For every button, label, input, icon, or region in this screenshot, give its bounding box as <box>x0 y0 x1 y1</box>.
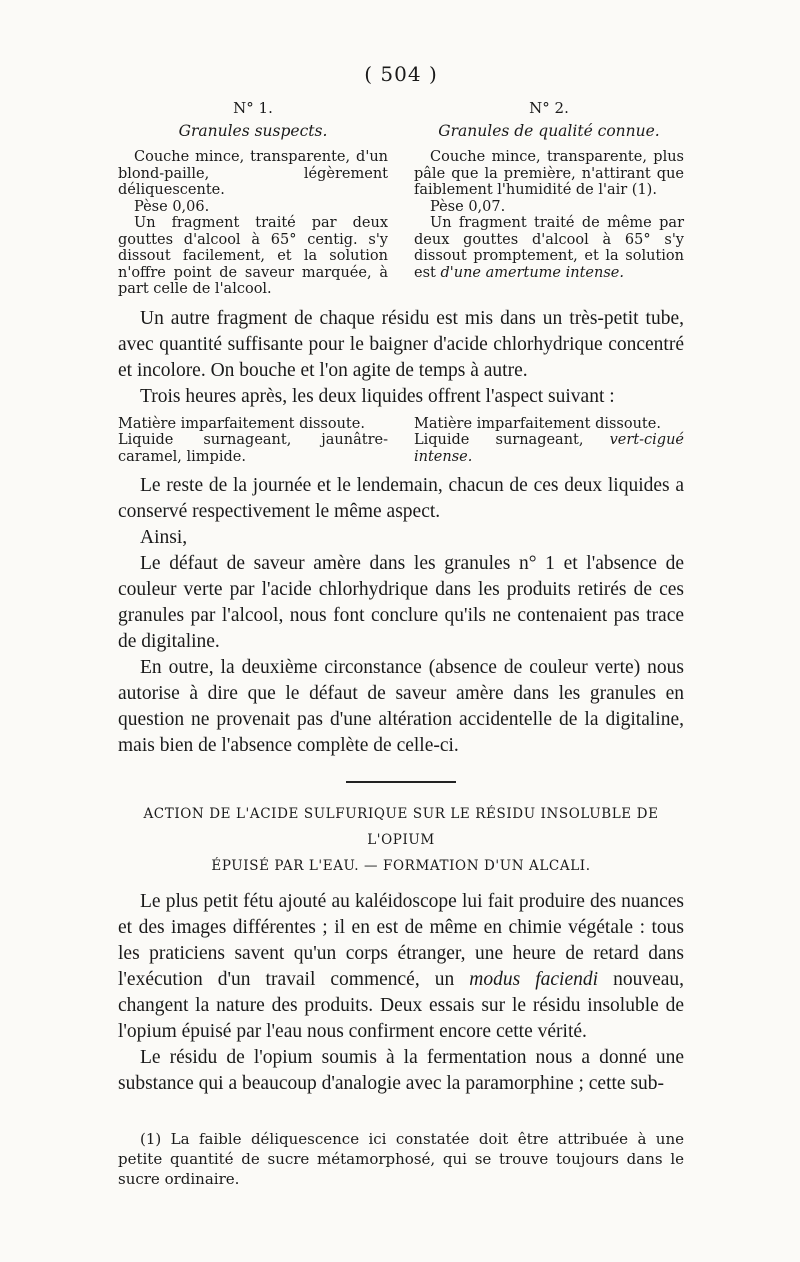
column-2-title: Granules de qualité connue. <box>438 121 660 140</box>
body-paragraph: Le résidu de l'opium soumis à la fermentation nous a donné une substance qui a beaucoup d'analogie avec la paramorphine ; cette sub- <box>118 1047 684 1094</box>
column-2-paragraph <box>414 215 684 281</box>
aspect-right <box>414 416 684 466</box>
column-2-number: N° 2. <box>529 99 569 117</box>
aspect-left <box>118 416 388 466</box>
body-paragraph: Le reste de la journée et le lendemain, chacun de ces deux liquides a conservé respectivement le même aspect. <box>118 475 684 522</box>
column-2-text: Un fragment traité de même par deux gouttes d'alcool à 65° s'y dissout promptement, et la solution est <box>414 215 684 281</box>
page-number: ( 504 ) <box>364 62 438 86</box>
column-1-number: N° 1. <box>233 99 273 117</box>
column-2-weight: Pèse 0,07. <box>430 198 506 215</box>
body-paragraph: Le défaut de saveur amère dans les granules n° 1 et l'absence de couleur verte par l'acide chlorhydrique dans les produits retirés de ces granules par l'alcool, nous font conclure qu'ils ne contenaient pas trace de digitaline. <box>118 553 684 652</box>
comparison-columns <box>118 100 684 298</box>
aspect-right-text: Liquide surnageant, <box>414 432 610 448</box>
column-2-paragraph: Couche mince, transparente, plus pâle que la première, n'attirant que faiblement l'humidité de l'air (1). <box>414 149 684 198</box>
section-title-line: ÉPUISÉ PAR L'EAU. — FORMATION D'UN ALCALI. <box>211 858 591 874</box>
aspect-comparison <box>118 416 684 466</box>
column-1-paragraph: Couche mince, transparente, d'un blond-paille, légèrement déliquescente. <box>118 149 388 198</box>
column-1-weight: Pèse 0,06. <box>134 198 210 215</box>
body-text: Le plus petit fétu ajouté au kaléidoscope lui fait produire des nuances et des images différentes ; il en est de même en chimie végétale : tous les praticiens savent qu'un corps étranger, une heure de retard dans l'exécution d'un travail commencé, un <box>118 891 684 990</box>
section-title-line: ACTION DE L'ACIDE SULFURIQUE SUR LE RÉSIDU INSOLUBLE DE L'OPIUM <box>143 806 659 848</box>
column-1 <box>118 100 388 298</box>
aspect-right-italic-text: vert-cigué intense. <box>414 432 684 465</box>
section-divider <box>346 781 456 783</box>
section-title <box>118 801 684 879</box>
body-italic-text: modus faciendi <box>469 969 599 990</box>
column-1-paragraph: Un fragment traité par deux gouttes d'alcool à 65° centig. s'y dissout facilement, et la solution n'offre point de saveur marquée, à part celle de l'alcool. <box>118 215 388 297</box>
body-paragraph: Trois heures après, les deux liquides offrent l'aspect suivant : <box>140 385 615 407</box>
body-text: nouveau, changent la nature des produits. Deux essais sur le résidu insoluble de l'opium épuisé par l'eau nous confirment encore cette vérité. <box>118 969 685 1042</box>
body-paragraph: En outre, la deuxième circonstance (absence de couleur verte) nous autorise à dire que le défaut de saveur amère dans les granules en question ne provenait pas d'une altération accidentelle de la digitaline, mais bien de l'absence complète de celle-ci. <box>118 657 684 756</box>
column-2 <box>414 100 684 298</box>
footnote: (1) La faible déliquescence ici constatée doit être attribuée à une petite quantité de sucre métamorphosé, qui se trouve toujours dans le sucre ordinaire. <box>118 1130 684 1188</box>
column-1-title: Granules suspects. <box>178 121 328 140</box>
column-2-italic-text: d'une amertume intense. <box>440 264 624 281</box>
aspect-right-line <box>414 432 684 465</box>
body-paragraph <box>118 889 684 1045</box>
body-paragraph: Ainsi, <box>140 527 188 548</box>
body-paragraph: Un autre fragment de chaque résidu est mis dans un très-petit tube, avec quantité suffisante pour le baigner d'acide chlorhydrique concentré et incolore. On bouche et l'on agite de temps à autre. <box>118 307 684 381</box>
aspect-right-line: Matière imparfaitement dissoute. <box>414 415 661 432</box>
aspect-left-line: Matière imparfaitement dissoute. <box>118 415 365 432</box>
aspect-left-line: Liquide surnageant, jaunâtre-caramel, limpide. <box>118 432 388 465</box>
page <box>118 62 684 1204</box>
